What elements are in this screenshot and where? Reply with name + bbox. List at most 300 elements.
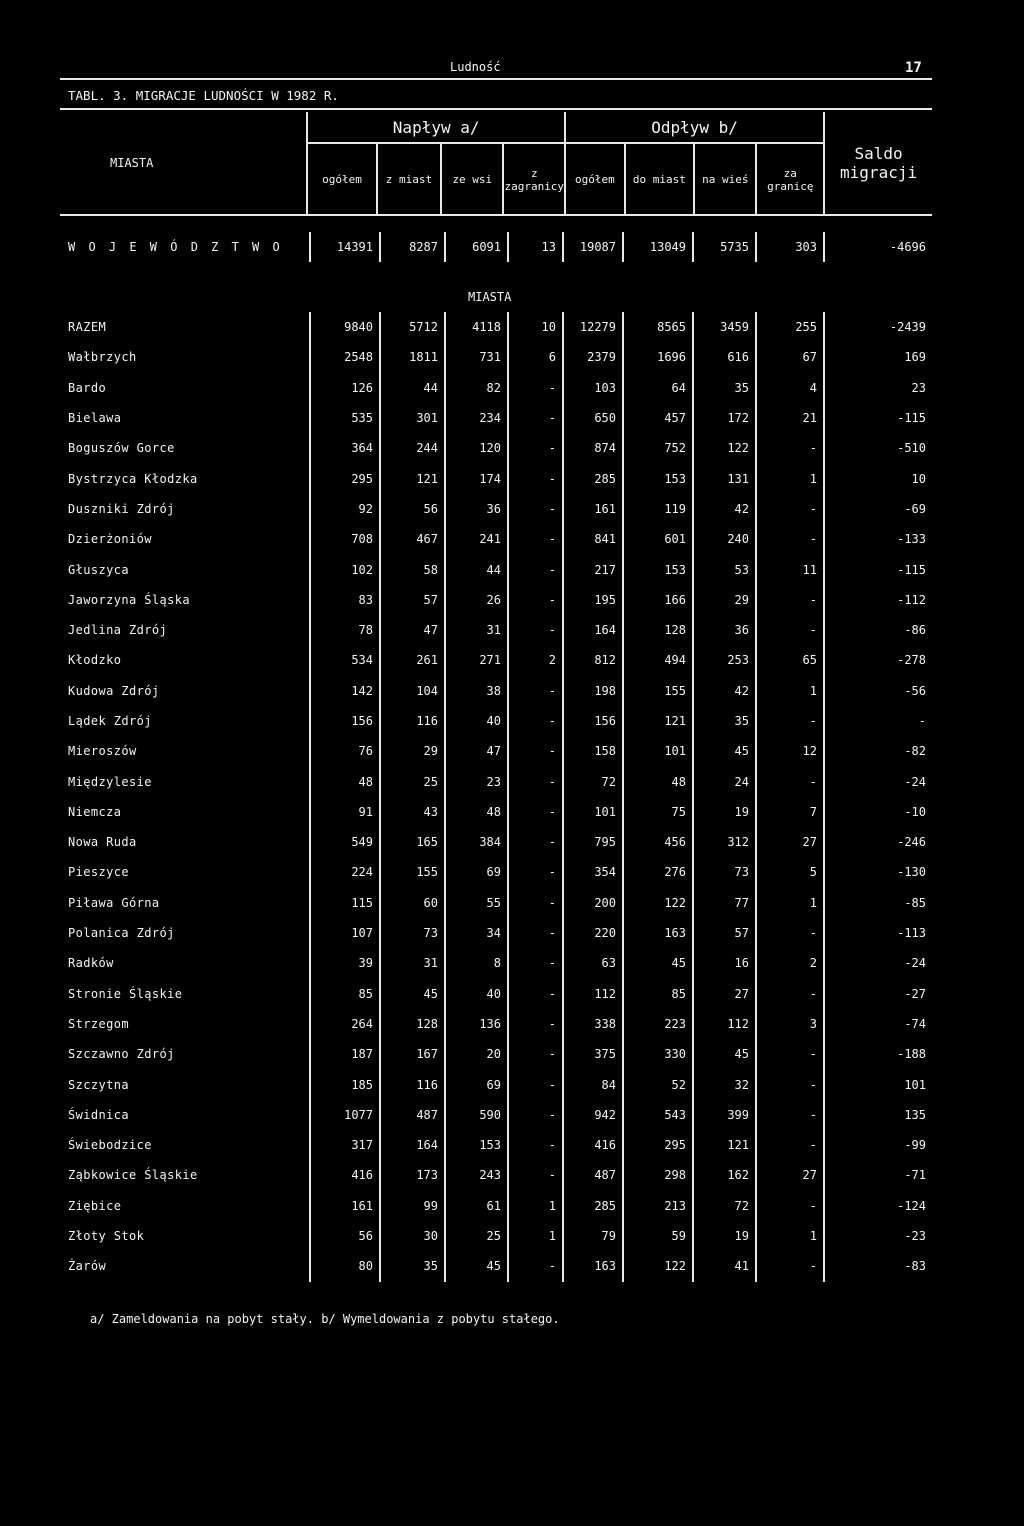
table-cell: 25 — [380, 766, 445, 796]
table-cell: - — [508, 524, 563, 554]
table-cell: - — [508, 676, 563, 706]
table-cell: 32 — [693, 1069, 756, 1099]
table-cell: - — [508, 918, 563, 948]
table-cell: -86 — [904, 623, 926, 638]
table-cell: 122 — [623, 1251, 693, 1281]
table-cell: 122 — [623, 888, 693, 918]
table-cell: 535 — [310, 403, 380, 433]
table-cell: 590 — [445, 1100, 508, 1130]
table-cell: 80 — [310, 1251, 380, 1281]
table-cell: 224 — [310, 857, 380, 887]
table-cell: -23 — [904, 1229, 926, 1244]
table-cell: 3 — [756, 1009, 824, 1039]
col-n-z-zagranicy: z zagranicy — [503, 143, 565, 215]
table-cell: 55 — [445, 888, 508, 918]
table-cell: 6 — [508, 342, 563, 372]
table-cell: 1 — [756, 463, 824, 493]
table-cell: 264 — [310, 1009, 380, 1039]
table-cell: - — [508, 554, 563, 584]
city-name: Świdnica — [60, 1100, 310, 1130]
table-cell: 136 — [445, 1009, 508, 1039]
table-row — [60, 403, 932, 433]
table-cell: - — [508, 1100, 563, 1130]
table-cell: - — [756, 706, 824, 736]
table-cell: 19 — [693, 797, 756, 827]
table-cell: 399 — [693, 1100, 756, 1130]
table-cell: 43 — [380, 797, 445, 827]
table-cell: 731 — [445, 342, 508, 372]
table-cell: -112 — [897, 592, 926, 607]
table-cell: 155 — [623, 676, 693, 706]
table-cell: 2379 — [563, 342, 623, 372]
table-cell: 116 — [380, 1069, 445, 1099]
table-cell: 457 — [623, 403, 693, 433]
table-cell: 174 — [445, 463, 508, 493]
table-cell: 128 — [623, 615, 693, 645]
table-cell: 25 — [445, 1221, 508, 1251]
table-cell: - — [756, 494, 824, 524]
table-cell: 2 — [508, 645, 563, 675]
woj-value: 19087 — [563, 232, 623, 262]
table-cell: 56 — [310, 1221, 380, 1251]
col-o-za-granice: za granicę — [756, 143, 824, 215]
table-cell: 83 — [310, 585, 380, 615]
table-cell: 416 — [563, 1130, 623, 1160]
table-cell: 76 — [310, 736, 380, 766]
table-cell: 155 — [380, 857, 445, 887]
table-cell: - — [508, 494, 563, 524]
col-n-ogolem: ogółem — [307, 143, 376, 215]
table-cell: - — [508, 585, 563, 615]
table-cell: 234 — [445, 403, 508, 433]
table-cell: 163 — [623, 918, 693, 948]
table-row — [60, 1100, 932, 1130]
table-cell: 601 — [623, 524, 693, 554]
city-name: Świebodzice — [60, 1130, 310, 1160]
table-row — [60, 1009, 932, 1039]
table-cell: - — [508, 706, 563, 736]
city-name: Nowa Ruda — [60, 827, 310, 857]
table-cell: 53 — [693, 554, 756, 584]
table-cell: 5 — [756, 857, 824, 887]
table-cell: 153 — [623, 554, 693, 584]
woj-value: -4696 — [889, 240, 926, 255]
table-row — [60, 857, 932, 887]
data-table — [60, 312, 932, 1282]
table-cell: 103 — [563, 373, 623, 403]
table-cell: 73 — [693, 857, 756, 887]
table-cell: - — [508, 857, 563, 887]
table-cell: 126 — [310, 373, 380, 403]
table-cell: 78 — [310, 615, 380, 645]
table-cell: 107 — [310, 918, 380, 948]
table-cell: -133 — [897, 532, 926, 547]
table-cell: 120 — [445, 433, 508, 463]
table-cell: 72 — [693, 1191, 756, 1221]
table-cell: 57 — [380, 585, 445, 615]
table-cell: 91 — [310, 797, 380, 827]
table-cell: -83 — [904, 1259, 926, 1274]
table-cell: -82 — [904, 744, 926, 759]
table-row — [60, 1069, 932, 1099]
table-cell: 156 — [563, 706, 623, 736]
table-cell: 131 — [693, 463, 756, 493]
col-o-do-miast: do miast — [625, 143, 694, 215]
table-cell: 60 — [380, 888, 445, 918]
table-row — [60, 463, 932, 493]
table-row — [60, 766, 932, 796]
city-name: Radków — [60, 948, 310, 978]
table-cell: - — [756, 585, 824, 615]
table-cell: 19 — [693, 1221, 756, 1251]
city-name: Strzegom — [60, 1009, 310, 1039]
table-cell: 47 — [380, 615, 445, 645]
table-row — [60, 918, 932, 948]
col-n-z-miast: z miast — [377, 143, 441, 215]
table-cell: - — [508, 433, 563, 463]
table-cell: 543 — [623, 1100, 693, 1130]
city-name: Szczawno Zdrój — [60, 1039, 310, 1069]
table-cell: 8565 — [623, 312, 693, 342]
table-cell: - — [756, 1069, 824, 1099]
table-cell: - — [508, 736, 563, 766]
city-name: Bardo — [60, 373, 310, 403]
table-cell: 48 — [310, 766, 380, 796]
table-cell: 10 — [911, 471, 926, 486]
table-row — [60, 524, 932, 554]
table-cell: - — [508, 948, 563, 978]
table-cell: 276 — [623, 857, 693, 887]
table-cell: 5712 — [380, 312, 445, 342]
table-cell: 47 — [445, 736, 508, 766]
table-cell: 72 — [563, 766, 623, 796]
woj-value: 14391 — [310, 232, 380, 262]
table-cell: - — [508, 827, 563, 857]
table-cell: 650 — [563, 403, 623, 433]
table-cell: 85 — [623, 979, 693, 1009]
table-cell: 1 — [756, 888, 824, 918]
table-cell: - — [756, 1130, 824, 1160]
table-cell: 121 — [693, 1130, 756, 1160]
table-cell: 166 — [623, 585, 693, 615]
table-cell: 73 — [380, 918, 445, 948]
table-cell: 874 — [563, 433, 623, 463]
table-cell: 487 — [380, 1100, 445, 1130]
table-cell: - — [508, 463, 563, 493]
table-cell: 172 — [693, 403, 756, 433]
table-cell: - — [508, 888, 563, 918]
table-cell: -278 — [897, 653, 926, 668]
table-cell: 27 — [756, 827, 824, 857]
table-row — [60, 1039, 932, 1069]
table-cell: -115 — [897, 411, 926, 426]
table-cell: 35 — [380, 1251, 445, 1281]
table-cell: -85 — [904, 895, 926, 910]
table-cell: 165 — [380, 827, 445, 857]
table-cell: - — [508, 403, 563, 433]
table-cell: - — [918, 714, 926, 728]
table-cell: 31 — [445, 615, 508, 645]
city-name: Pieszyce — [60, 857, 310, 887]
table-cell: 1811 — [380, 342, 445, 372]
table-cell: 200 — [563, 888, 623, 918]
table-cell: 39 — [310, 948, 380, 978]
running-header: Ludność — [450, 60, 501, 74]
city-name: Międzylesie — [60, 766, 310, 796]
table-row — [60, 585, 932, 615]
top-rule — [60, 78, 932, 80]
table-cell: 135 — [904, 1107, 926, 1122]
table-cell: - — [508, 1069, 563, 1099]
table-cell: 198 — [563, 676, 623, 706]
table-cell: 112 — [693, 1009, 756, 1039]
table-cell: 161 — [563, 494, 623, 524]
table-cell: 34 — [445, 918, 508, 948]
table-cell: 40 — [445, 979, 508, 1009]
table-cell: -113 — [897, 926, 926, 941]
table-cell: 12279 — [563, 312, 623, 342]
table-row — [60, 312, 932, 342]
table-cell: 285 — [563, 463, 623, 493]
table-cell: 115 — [310, 888, 380, 918]
table-cell: 4118 — [445, 312, 508, 342]
table-cell: - — [508, 979, 563, 1009]
table-cell: 42 — [693, 494, 756, 524]
table-cell: 549 — [310, 827, 380, 857]
table-row — [60, 494, 932, 524]
table-cell: 1077 — [310, 1100, 380, 1130]
table-row — [60, 979, 932, 1009]
table-cell: - — [508, 615, 563, 645]
table-cell: - — [756, 766, 824, 796]
table-cell: 467 — [380, 524, 445, 554]
table-cell: - — [756, 918, 824, 948]
table-cell: 64 — [623, 373, 693, 403]
table-row — [60, 797, 932, 827]
table-row — [60, 676, 932, 706]
table-cell: 48 — [623, 766, 693, 796]
table-cell: 1 — [508, 1191, 563, 1221]
table-row — [60, 706, 932, 736]
table-cell: 29 — [380, 736, 445, 766]
city-name: Wałbrzych — [60, 342, 310, 372]
table-cell: 75 — [623, 797, 693, 827]
city-name: Szczytna — [60, 1069, 310, 1099]
table-cell: 317 — [310, 1130, 380, 1160]
table-cell: 63 — [563, 948, 623, 978]
table-cell: 298 — [623, 1160, 693, 1190]
table-cell: - — [508, 766, 563, 796]
table-cell: 456 — [623, 827, 693, 857]
column-header — [60, 112, 932, 216]
table-row — [60, 736, 932, 766]
city-name: Mieroszów — [60, 736, 310, 766]
table-cell: 752 — [623, 433, 693, 463]
table-cell: - — [508, 1009, 563, 1039]
table-cell: 942 — [563, 1100, 623, 1130]
table-cell: -2439 — [889, 320, 926, 335]
city-name: Bystrzyca Kłodzka — [60, 463, 310, 493]
table-cell: -124 — [897, 1198, 926, 1213]
table-cell: 67 — [756, 342, 824, 372]
table-cell: 58 — [380, 554, 445, 584]
table-cell: 173 — [380, 1160, 445, 1190]
table-cell: 122 — [693, 433, 756, 463]
city-name: Duszniki Zdrój — [60, 494, 310, 524]
table-cell: 10 — [508, 312, 563, 342]
table-cell: 169 — [904, 350, 926, 365]
table-cell: 1696 — [623, 342, 693, 372]
table-cell: 42 — [693, 676, 756, 706]
table-cell: 213 — [623, 1191, 693, 1221]
table-cell: - — [756, 1100, 824, 1130]
table-cell: -24 — [904, 774, 926, 789]
table-cell: 195 — [563, 585, 623, 615]
table-cell: 338 — [563, 1009, 623, 1039]
table-cell: - — [508, 797, 563, 827]
table-row — [60, 888, 932, 918]
col-o-na-wies: na wieś — [694, 143, 756, 215]
table-cell: 45 — [445, 1251, 508, 1281]
table-cell: 84 — [563, 1069, 623, 1099]
table-cell: 312 — [693, 827, 756, 857]
table-cell: 153 — [623, 463, 693, 493]
city-name: Boguszów Gorce — [60, 433, 310, 463]
table-cell: 1 — [756, 676, 824, 706]
table-cell: 261 — [380, 645, 445, 675]
col-o-ogolem: ogółem — [565, 143, 625, 215]
table-cell: 29 — [693, 585, 756, 615]
table-cell: 85 — [310, 979, 380, 1009]
table-cell: 77 — [693, 888, 756, 918]
table-cell: 416 — [310, 1160, 380, 1190]
table-cell: 187 — [310, 1039, 380, 1069]
table-cell: - — [756, 1251, 824, 1281]
table-cell: -246 — [897, 835, 926, 850]
wojewodztwo-label: W O J E W Ó D Z T W O — [60, 232, 310, 262]
table-cell: 101 — [623, 736, 693, 766]
city-name: Żarów — [60, 1251, 310, 1281]
table-cell: 354 — [563, 857, 623, 887]
table-cell: 45 — [693, 1039, 756, 1069]
table-cell: 35 — [693, 373, 756, 403]
table-cell: 69 — [445, 857, 508, 887]
table-cell: 153 — [445, 1130, 508, 1160]
city-name: Złoty Stok — [60, 1221, 310, 1251]
table-cell: 44 — [445, 554, 508, 584]
table-cell: 244 — [380, 433, 445, 463]
table-cell: 494 — [623, 645, 693, 675]
table-cell: 384 — [445, 827, 508, 857]
table-cell: 487 — [563, 1160, 623, 1190]
table-cell: 92 — [310, 494, 380, 524]
table-cell: 30 — [380, 1221, 445, 1251]
table-cell: - — [756, 979, 824, 1009]
table-cell: 285 — [563, 1191, 623, 1221]
table-cell: 616 — [693, 342, 756, 372]
table-cell: 119 — [623, 494, 693, 524]
table-cell: -56 — [904, 683, 926, 698]
table-cell: -115 — [897, 562, 926, 577]
table-cell: 116 — [380, 706, 445, 736]
table-cell: 271 — [445, 645, 508, 675]
table-cell: 45 — [623, 948, 693, 978]
table-cell: - — [508, 1039, 563, 1069]
table-cell: 841 — [563, 524, 623, 554]
table-row — [60, 1221, 932, 1251]
city-name: Stronie Śląskie — [60, 979, 310, 1009]
col-n-ze-wsi: ze wsi — [441, 143, 503, 215]
city-name: Głuszyca — [60, 554, 310, 584]
table-cell: 24 — [693, 766, 756, 796]
table-cell: 101 — [563, 797, 623, 827]
city-name: Kudowa Zdrój — [60, 676, 310, 706]
table-cell: 2548 — [310, 342, 380, 372]
table-cell: 161 — [310, 1191, 380, 1221]
table-cell: - — [756, 615, 824, 645]
table-cell: 20 — [445, 1039, 508, 1069]
header-bottom-rule — [60, 214, 932, 216]
table-cell: 38 — [445, 676, 508, 706]
table-row — [60, 373, 932, 403]
table-cell: 243 — [445, 1160, 508, 1190]
table-cell: 23 — [445, 766, 508, 796]
table-cell: - — [756, 524, 824, 554]
table-row — [60, 1251, 932, 1281]
table-cell: 35 — [693, 706, 756, 736]
table-cell: 23 — [911, 380, 926, 395]
city-name: Ząbkowice Śląskie — [60, 1160, 310, 1190]
table-cell: 9840 — [310, 312, 380, 342]
city-name: Piława Górna — [60, 888, 310, 918]
col-odplyw: Odpływ b/ — [565, 112, 824, 143]
city-name: Niemcza — [60, 797, 310, 827]
table-row — [60, 645, 932, 675]
city-name: Polanica Zdrój — [60, 918, 310, 948]
table-cell: 220 — [563, 918, 623, 948]
table-cell: 164 — [380, 1130, 445, 1160]
table-cell: 3459 — [693, 312, 756, 342]
woj-value: 6091 — [445, 232, 508, 262]
table-cell: -69 — [904, 501, 926, 516]
table-cell: 65 — [756, 645, 824, 675]
table-cell: 102 — [310, 554, 380, 584]
table-cell: 330 — [623, 1039, 693, 1069]
table-row — [60, 342, 932, 372]
table-cell: 45 — [693, 736, 756, 766]
table-row — [60, 1130, 932, 1160]
table-cell: 99 — [380, 1191, 445, 1221]
table-cell: 36 — [693, 615, 756, 645]
header-rule — [60, 108, 932, 110]
table-cell: - — [756, 1039, 824, 1069]
table-cell: 1 — [508, 1221, 563, 1251]
table-cell: 69 — [445, 1069, 508, 1099]
table-title: TABL. 3. MIGRACJE LUDNOŚCI W 1982 R. — [68, 88, 339, 103]
table-cell: 162 — [693, 1160, 756, 1190]
table-cell: 164 — [563, 615, 623, 645]
table-row — [60, 948, 932, 978]
table-cell: 56 — [380, 494, 445, 524]
table-cell: 7 — [756, 797, 824, 827]
city-name: Bielawa — [60, 403, 310, 433]
table-cell: 8 — [445, 948, 508, 978]
table-cell: 142 — [310, 676, 380, 706]
table-cell: - — [508, 1251, 563, 1281]
table-cell: -510 — [897, 441, 926, 456]
table-cell: 36 — [445, 494, 508, 524]
table-cell: 27 — [756, 1160, 824, 1190]
